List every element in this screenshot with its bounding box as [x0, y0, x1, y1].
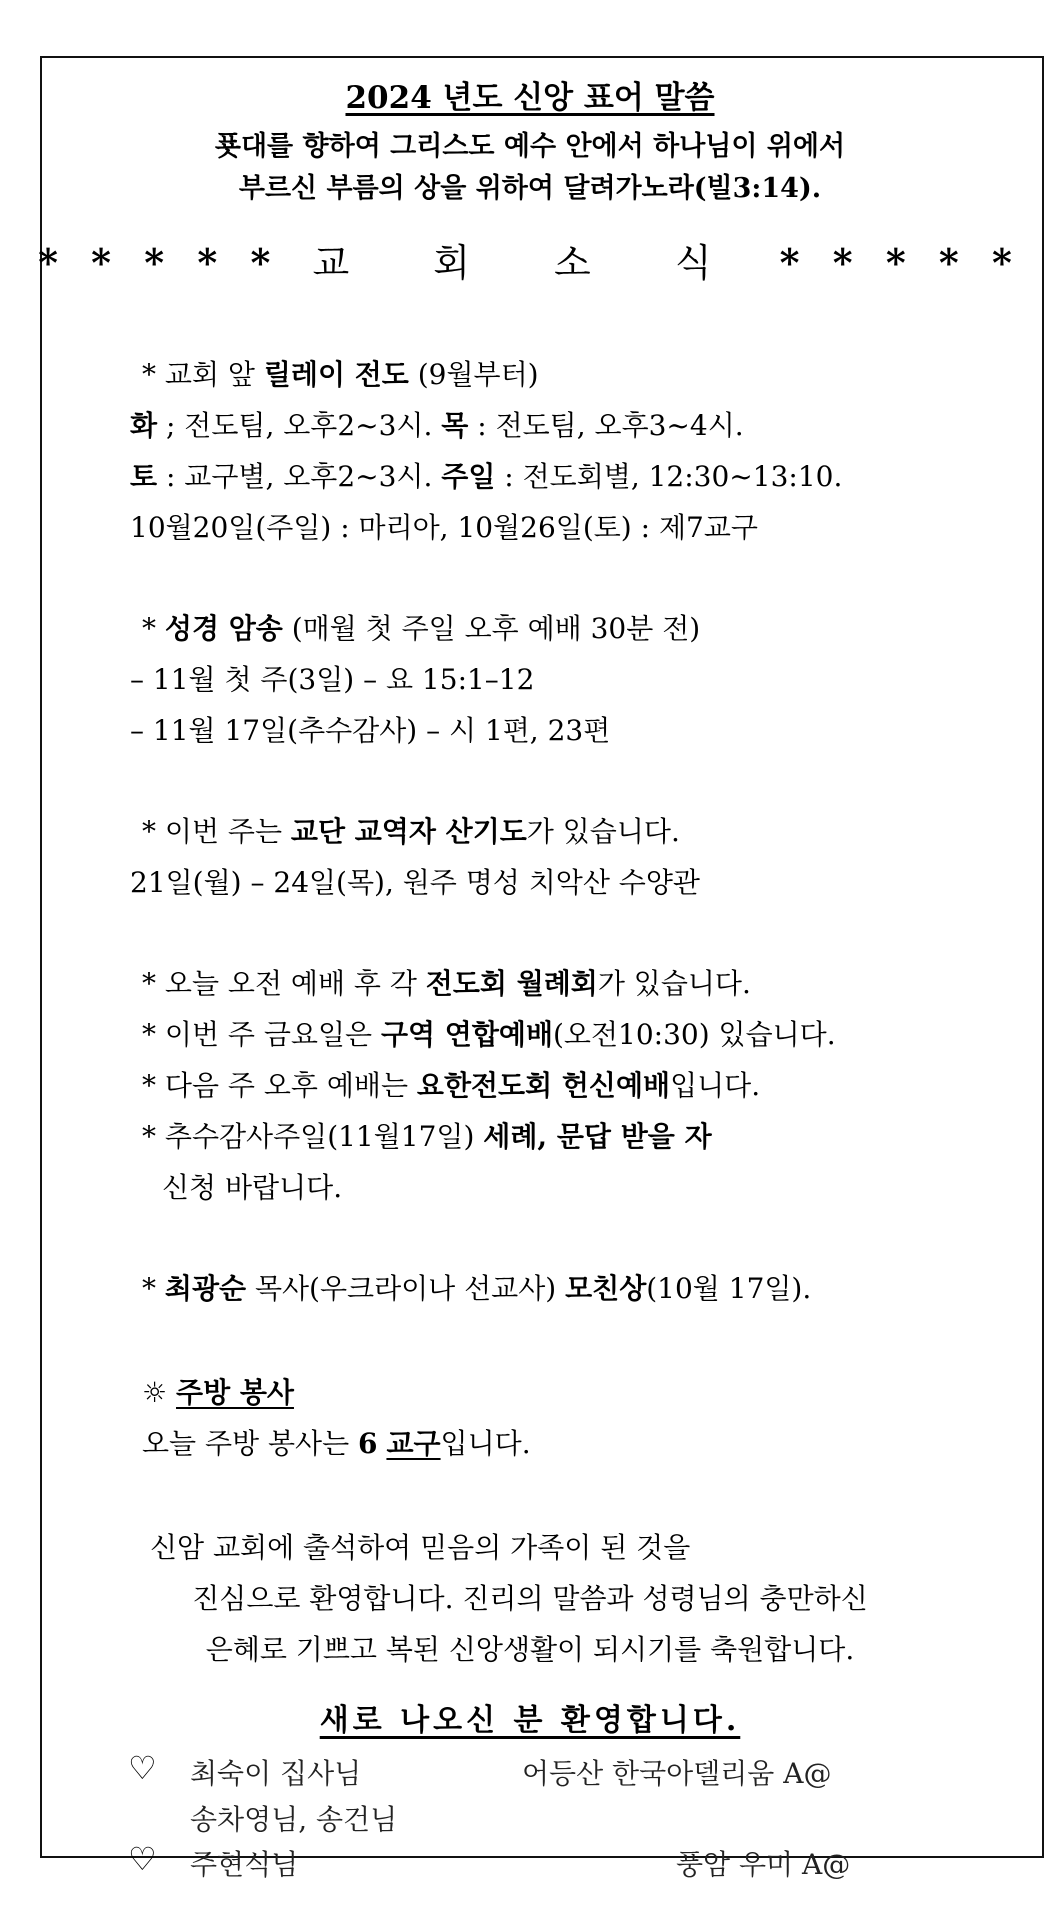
motto-verse-line-1: 푯대를 향하여 그리스도 예수 안에서 하나님이 위에서 — [214, 131, 846, 162]
bible-memorization-item-1: – 11월 첫 주(3일) – 요 15:1–12 — [130, 663, 535, 696]
kitchen-service-detail: 오늘 주방 봉사는 6 교구입니다. — [142, 1427, 531, 1460]
greeting-line-3: 은혜로 기쁘고 복된 신앙생활이 되시기를 축원합니다. — [205, 1633, 855, 1666]
motto-title: 2024 년도 신앙 표어 말씀 — [345, 80, 715, 116]
notice-baptism: * 추수감사주일(11월17일) 세례, 문답 받을 자 — [142, 1120, 712, 1153]
kitchen-service-title: 주방 봉사 — [176, 1376, 294, 1409]
relay-evangelism-label: 릴레이 전도 — [263, 358, 409, 391]
relay-schedule-sat-sun: 토 : 교구별, 오후2~3시. 주일 : 전도회별, 12:30~13:10. — [130, 460, 843, 493]
church-news-heading — [0, 232, 1060, 287]
prayer-retreat-detail: 21일(월) – 24일(목), 원주 명성 치악산 수양관 — [130, 866, 700, 899]
kitchen-service-heading — [142, 1371, 294, 1411]
notice-monthly-meeting: * 오늘 오전 예배 후 각 전도회 월례회가 있습니다. — [142, 967, 751, 1000]
newcomer-2-name: 주현식님 — [190, 1848, 299, 1881]
stars-right: * * * * * — [779, 240, 1022, 285]
newcomer-1-name: 최숙이 집사님 — [190, 1757, 362, 1790]
newcomer-1-address: 어등산 한국아델리움 A@ — [522, 1757, 832, 1790]
bible-memorization-heading: * 성경 암송 (매월 첫 주일 오후 예배 30분 전) — [142, 612, 701, 645]
stars-left: * * * * * — [38, 240, 281, 285]
relay-schedule-tue-thu: 화 ; 전도팀, 오후2~3시. 목 : 전도팀, 오후3~4시. — [130, 409, 744, 442]
heart-icon: ♡ — [128, 1840, 157, 1878]
motto-verse-line-2: 부르신 부름의 상을 위하여 달려가노라(빌3:14). — [238, 173, 822, 204]
relay-evangelism-heading: * 교회 앞 릴레이 전도 (9월부터) — [142, 358, 539, 391]
prayer-retreat-notice: * 이번 주는 교단 교역자 산기도가 있습니다. — [142, 815, 680, 848]
notice-joint-worship: * 이번 주 금요일은 구역 연합예배(오전10:30) 있습니다. — [142, 1018, 836, 1051]
notice-dedication-service: * 다음 주 오후 예배는 요한전도회 헌신예배입니다. — [142, 1069, 761, 1102]
greeting-line-1: 신암 교회에 출석하여 믿음의 가족이 된 것을 — [150, 1531, 691, 1564]
greeting-line-2: 진심으로 환영합니다. 진리의 말씀과 성령님의 충만하신 — [192, 1582, 868, 1615]
newcomers-title: 새로 나오신 분 환영합니다. — [319, 1703, 741, 1738]
notice-baptism-line-2: 신청 바랍니다. — [162, 1171, 343, 1204]
church-news-title: 교 회 소 식 — [312, 241, 748, 285]
newcomer-1-family: 송차영님, 송건님 — [190, 1803, 398, 1836]
bible-memorization-item-2: – 11월 17일(추수감사) – 시 1편, 23편 — [130, 714, 611, 747]
sun-icon: ☼ — [142, 1376, 168, 1409]
newcomer-2-address: 풍암 우미 A@ — [676, 1848, 851, 1881]
relay-dates: 10월20일(주일) : 마리아, 10월26일(토) : 제7교구 — [130, 511, 758, 544]
heart-icon: ♡ — [128, 1749, 157, 1787]
condolence-notice: * 최광순 목사(우크라이나 선교사) 모친상(10월 17일). — [142, 1272, 812, 1305]
